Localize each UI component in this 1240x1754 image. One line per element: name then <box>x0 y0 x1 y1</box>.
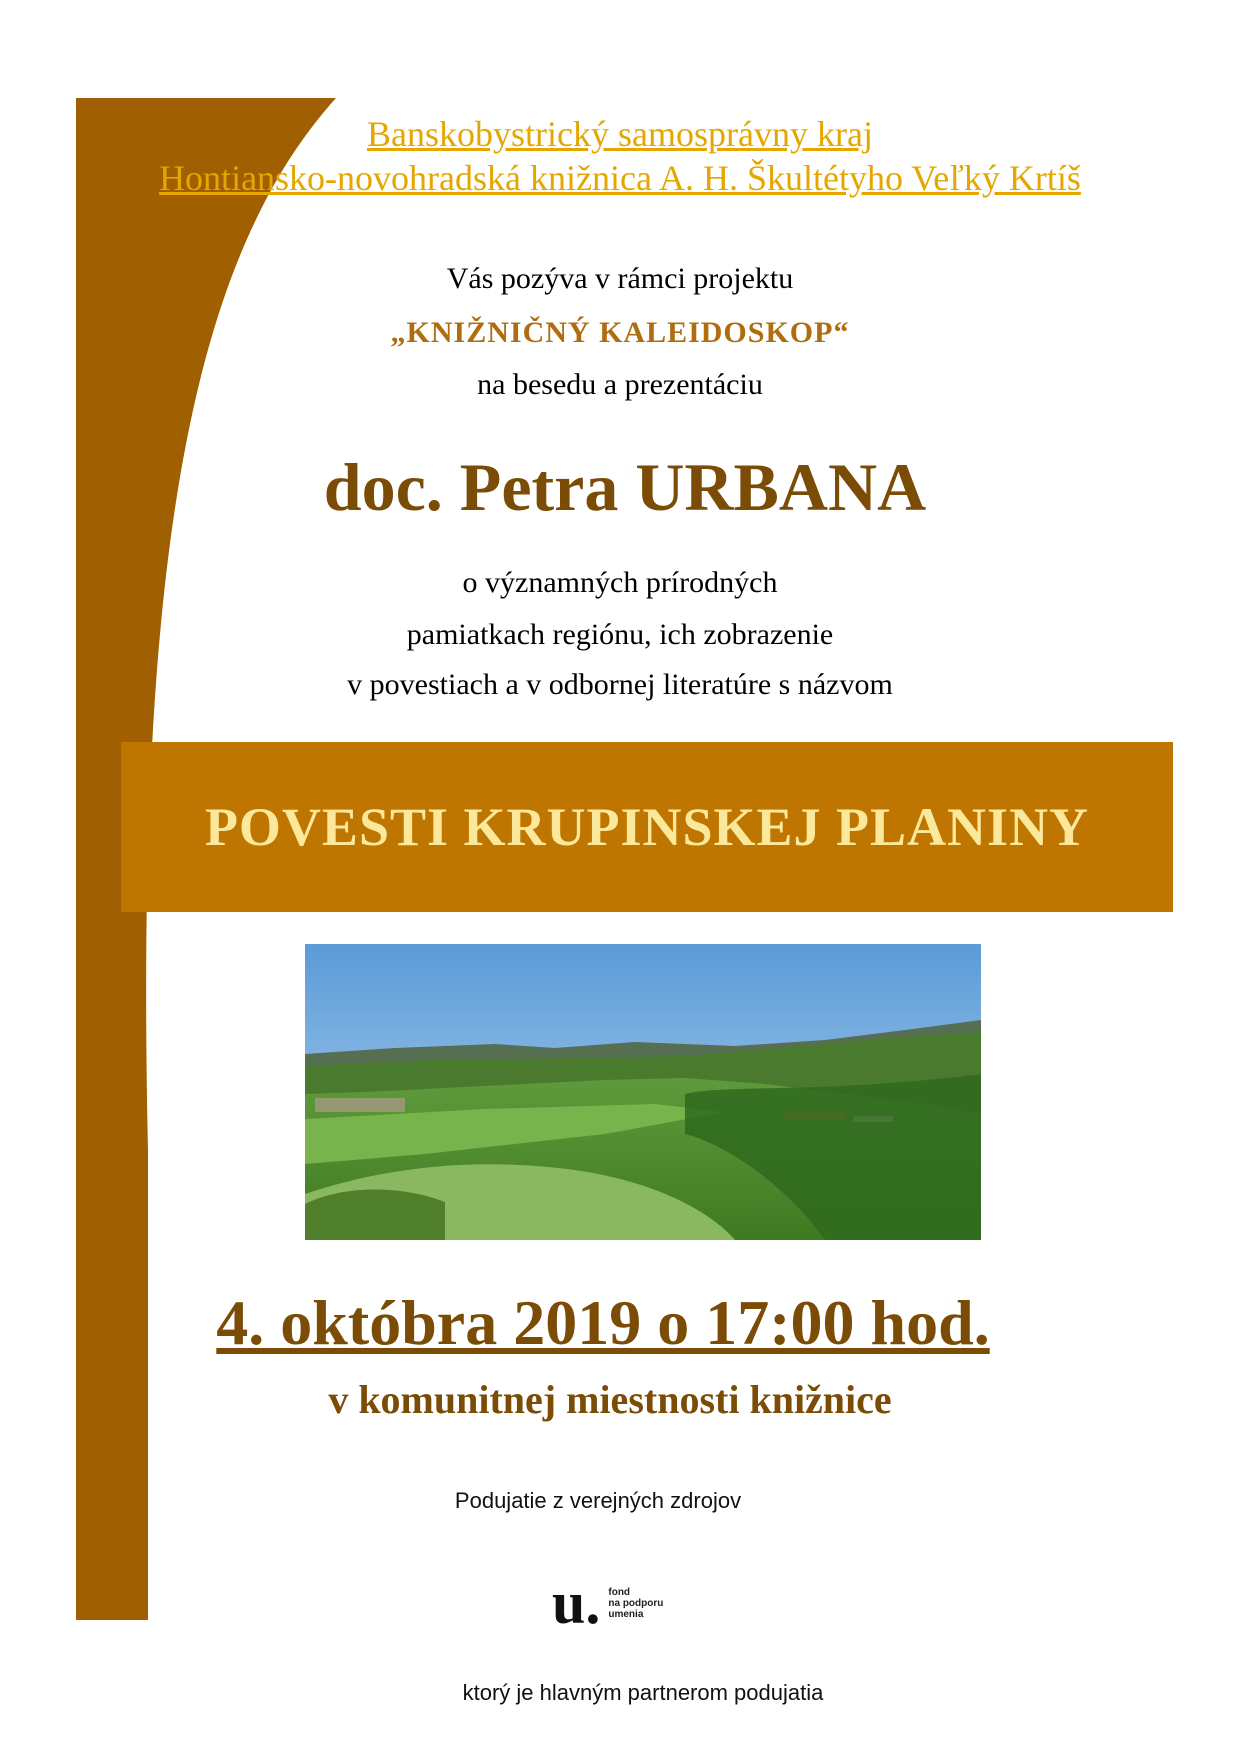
invite-line: Vás pozýva v rámci projektu <box>446 262 794 295</box>
fund-logo-text-line2: na podporu <box>608 1597 664 1609</box>
org-region-text[interactable]: Banskobystrický samosprávny kraj <box>367 114 873 154</box>
fund-logo <box>552 1570 664 1636</box>
event-date: 4. októbra 2019 o 17:00 hod. <box>216 1287 990 1358</box>
project-name: „KNIŽNIČNÝ KALEIDOSKOP“ <box>390 316 850 349</box>
speaker-name: doc. Petra URBANA <box>323 449 927 525</box>
fund-logo-text <box>608 1587 663 1620</box>
fund-logo-text-line3: umenia <box>608 1608 644 1620</box>
org-line-region[interactable] <box>0 110 1240 158</box>
event-venue: v komunitnej miestnosti knižnice <box>328 1377 892 1422</box>
fund-logo-text-line1: fond <box>608 1586 631 1598</box>
funding-note: Podujatie z verejných zdrojov <box>454 1488 742 1513</box>
org-library-text[interactable]: Hontiansko-novohradská knižnica A. H. Škultétyho Veľký Krtíš <box>159 158 1081 198</box>
landscape-photo <box>305 944 981 1240</box>
fund-logo-mark: u. <box>552 1570 601 1636</box>
topic-line-3: v povestiach a v odbornej literatúre s názvom <box>347 668 893 701</box>
title-banner <box>121 742 1173 912</box>
banner-title: POVESTI KRUPINSKEJ PLANINY <box>204 797 1090 857</box>
partner-note: ktorý je hlavným partnerom podujatia <box>462 1680 824 1705</box>
org-line-library[interactable] <box>0 154 1240 202</box>
invite-event-type: na besedu a prezentáciu <box>477 368 763 401</box>
topic-line-2: pamiatkach regiónu, ich zobrazenie <box>406 618 834 651</box>
topic-line-1: o významných prírodných <box>462 566 778 599</box>
